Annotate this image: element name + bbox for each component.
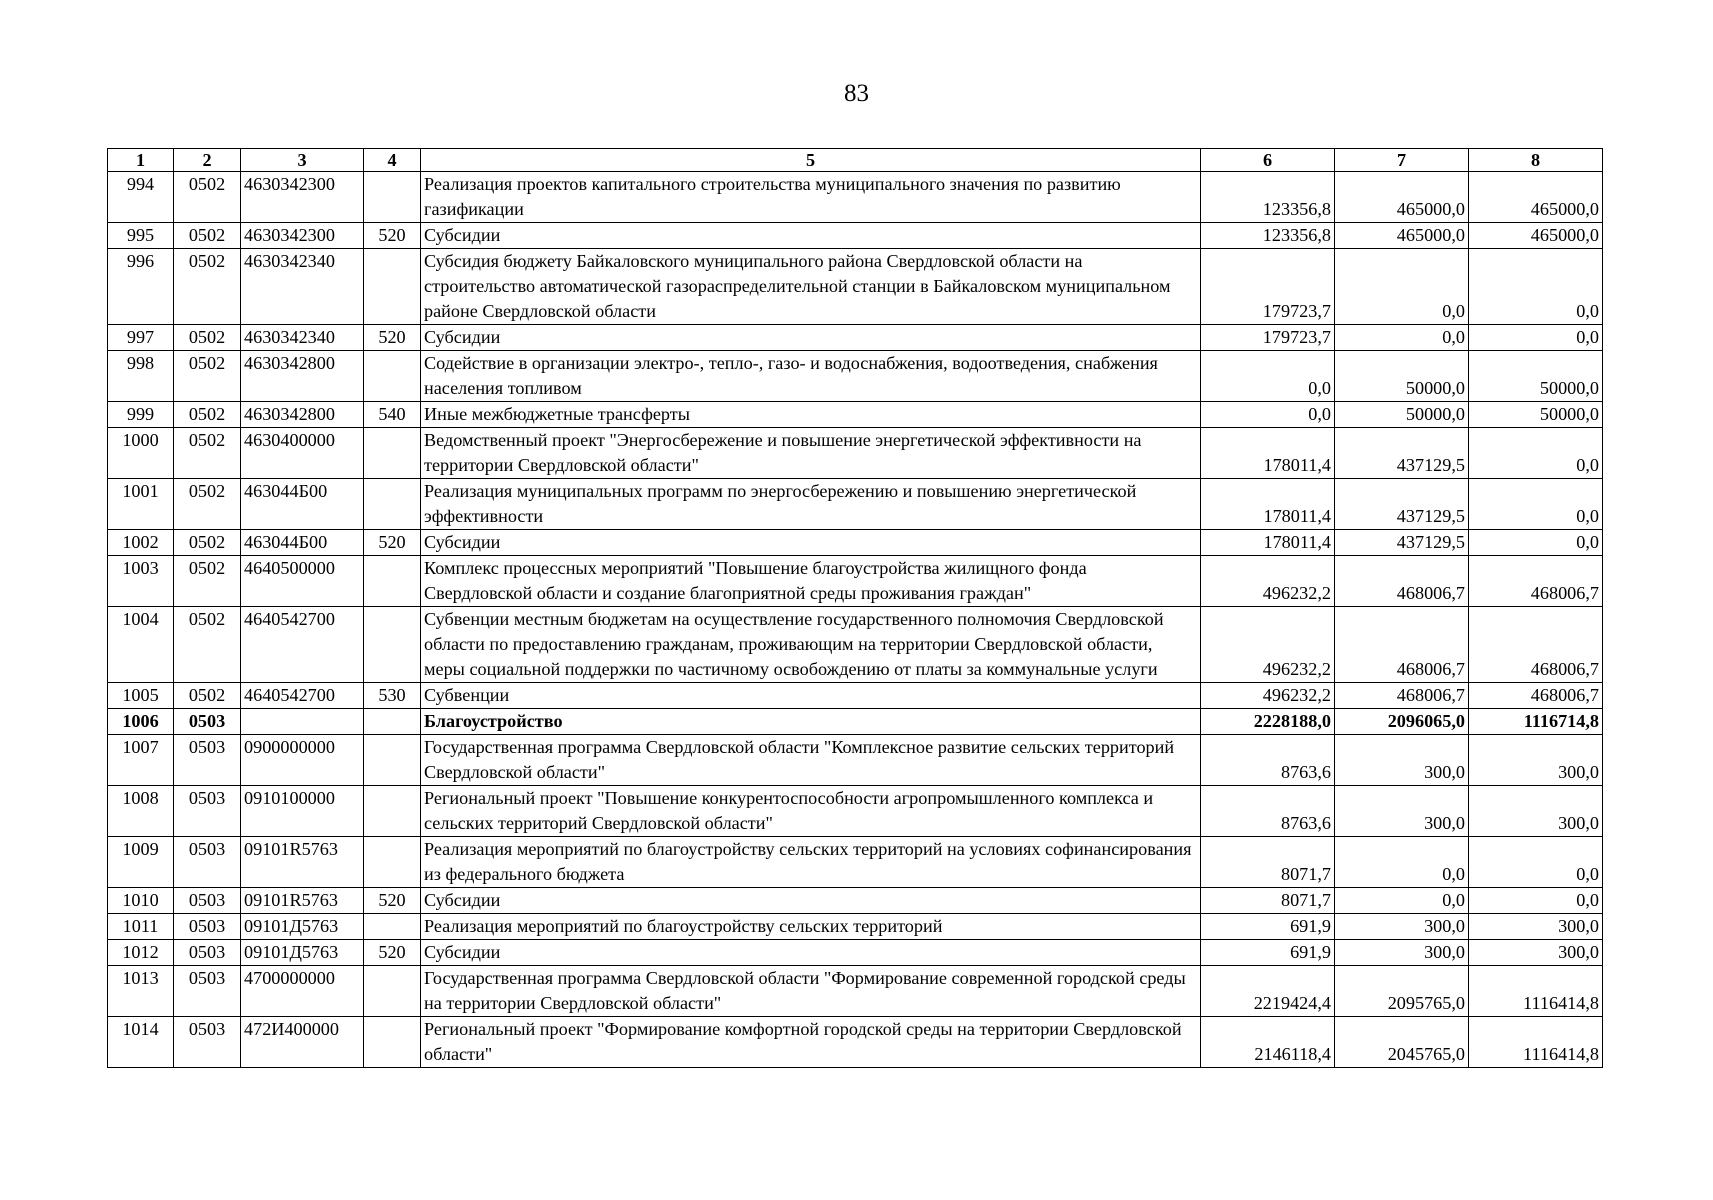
table-row [108, 325, 1603, 351]
section-code: 0502 [174, 402, 241, 428]
amount-col-7: 465000,0 [1335, 172, 1469, 223]
section-code: 0503 [174, 940, 241, 966]
amount-col-8: 465000,0 [1469, 223, 1603, 249]
amount-col-7: 437129,5 [1335, 479, 1469, 530]
amount-col-6: 691,9 [1201, 940, 1335, 966]
item-name: Реализация муниципальных программ по энергосбережению и повышению энергетической эффективности [421, 479, 1201, 530]
table-body [108, 172, 1603, 1068]
amount-col-8: 0,0 [1469, 888, 1603, 914]
expense-type-code [364, 607, 421, 683]
expense-type-code [364, 709, 421, 735]
section-code: 0503 [174, 888, 241, 914]
row-number: 1002 [108, 530, 174, 556]
item-name: Субсидии [421, 530, 1201, 556]
target-article-code: 463044Б00 [241, 479, 364, 530]
item-name: Региональный проект "Формирование комфортной городской среды на территории Свердловской области" [421, 1017, 1201, 1068]
section-code: 0502 [174, 172, 241, 223]
item-name: Субсидия бюджету Байкаловского муниципального района Свердловской области на строительство автоматической газораспределительной станции в Байкаловском муниципальном районе Свердловской области [421, 249, 1201, 325]
item-name: Ведомственный проект "Энергосбережение и повышение энергетической эффективности на территории Свердловской области" [421, 428, 1201, 479]
row-number: 1008 [108, 786, 174, 837]
table-row [108, 249, 1603, 325]
target-article-code: 4630342340 [241, 325, 364, 351]
target-article-code: 4640500000 [241, 556, 364, 607]
amount-col-7: 300,0 [1335, 940, 1469, 966]
section-code: 0502 [174, 249, 241, 325]
amount-col-8: 300,0 [1469, 940, 1603, 966]
table-row [108, 1017, 1603, 1068]
item-name: Субвенции [421, 683, 1201, 709]
expense-type-code: 530 [364, 683, 421, 709]
column-header-2: 2 [174, 149, 241, 172]
target-article-code [241, 709, 364, 735]
amount-col-7: 2095765,0 [1335, 966, 1469, 1017]
target-article-code: 0910100000 [241, 786, 364, 837]
section-code: 0502 [174, 607, 241, 683]
table-row [108, 786, 1603, 837]
target-article-code: 4630342800 [241, 351, 364, 402]
amount-col-8: 0,0 [1469, 479, 1603, 530]
target-article-code: 4630342340 [241, 249, 364, 325]
column-header-8: 8 [1469, 149, 1603, 172]
item-name: Комплекс процессных мероприятий "Повышение благоустройства жилищного фонда Свердловской области и создание благоприятной среды проживания граждан" [421, 556, 1201, 607]
amount-col-7: 50000,0 [1335, 351, 1469, 402]
amount-col-6: 178011,4 [1201, 428, 1335, 479]
target-article-code: 09101R5763 [241, 837, 364, 888]
section-code: 0503 [174, 966, 241, 1017]
amount-col-7: 468006,7 [1335, 607, 1469, 683]
row-number: 1005 [108, 683, 174, 709]
table-row [108, 683, 1603, 709]
amount-col-7: 437129,5 [1335, 530, 1469, 556]
table-row [108, 428, 1603, 479]
row-number: 999 [108, 402, 174, 428]
amount-col-6: 496232,2 [1201, 607, 1335, 683]
amount-col-8: 300,0 [1469, 914, 1603, 940]
item-name: Содействие в организации электро-, тепло-, газо- и водоснабжения, водоотведения, снабжения населения топливом [421, 351, 1201, 402]
expense-type-code [364, 556, 421, 607]
row-number: 994 [108, 172, 174, 223]
row-number: 998 [108, 351, 174, 402]
item-name: Благоустройство [421, 709, 1201, 735]
table-row [108, 709, 1603, 735]
item-name: Реализация мероприятий по благоустройству сельских территорий на условиях софинансирования из федерального бюджета [421, 837, 1201, 888]
row-number: 1000 [108, 428, 174, 479]
table-row [108, 351, 1603, 402]
row-number: 1004 [108, 607, 174, 683]
amount-col-8: 468006,7 [1469, 683, 1603, 709]
row-number: 1009 [108, 837, 174, 888]
table-row [108, 888, 1603, 914]
section-code: 0502 [174, 683, 241, 709]
amount-col-8: 50000,0 [1469, 351, 1603, 402]
column-header-5: 5 [421, 149, 1201, 172]
target-article-code: 4630342300 [241, 223, 364, 249]
table-row [108, 556, 1603, 607]
amount-col-6: 0,0 [1201, 351, 1335, 402]
amount-col-6: 179723,7 [1201, 325, 1335, 351]
target-article-code: 09101Д5763 [241, 940, 364, 966]
table-row [108, 837, 1603, 888]
section-code: 0503 [174, 786, 241, 837]
section-code: 0502 [174, 530, 241, 556]
item-name: Субсидии [421, 325, 1201, 351]
row-number: 1010 [108, 888, 174, 914]
row-number: 1006 [108, 709, 174, 735]
expense-type-code: 520 [364, 223, 421, 249]
target-article-code: 0900000000 [241, 735, 364, 786]
section-code: 0503 [174, 1017, 241, 1068]
amount-col-7: 2045765,0 [1335, 1017, 1469, 1068]
expense-type-code: 520 [364, 325, 421, 351]
section-code: 0502 [174, 479, 241, 530]
amount-col-6: 179723,7 [1201, 249, 1335, 325]
row-number: 1007 [108, 735, 174, 786]
table-row [108, 223, 1603, 249]
amount-col-6: 8071,7 [1201, 888, 1335, 914]
expense-type-code [364, 172, 421, 223]
amount-col-7: 0,0 [1335, 888, 1469, 914]
target-article-code: 4630342800 [241, 402, 364, 428]
section-code: 0502 [174, 351, 241, 402]
target-article-code: 463044Б00 [241, 530, 364, 556]
amount-col-8: 1116414,8 [1469, 966, 1603, 1017]
amount-col-7: 0,0 [1335, 837, 1469, 888]
amount-col-8: 1116714,8 [1469, 709, 1603, 735]
target-article-code: 4640542700 [241, 683, 364, 709]
expense-type-code [364, 428, 421, 479]
amount-col-7: 2096065,0 [1335, 709, 1469, 735]
table-row [108, 735, 1603, 786]
row-number: 1012 [108, 940, 174, 966]
amount-col-7: 300,0 [1335, 786, 1469, 837]
amount-col-7: 50000,0 [1335, 402, 1469, 428]
amount-col-8: 0,0 [1469, 249, 1603, 325]
target-article-code: 472И400000 [241, 1017, 364, 1068]
amount-col-6: 123356,8 [1201, 172, 1335, 223]
expense-type-code: 520 [364, 888, 421, 914]
amount-col-6: 178011,4 [1201, 479, 1335, 530]
expense-type-code [364, 1017, 421, 1068]
item-name: Субсидии [421, 223, 1201, 249]
row-number: 996 [108, 249, 174, 325]
row-number: 1001 [108, 479, 174, 530]
amount-col-6: 8071,7 [1201, 837, 1335, 888]
section-code: 0502 [174, 556, 241, 607]
table-row [108, 914, 1603, 940]
table-row [108, 607, 1603, 683]
expense-type-code [364, 735, 421, 786]
expense-type-code [364, 351, 421, 402]
header-row [108, 149, 1603, 172]
target-article-code: 4700000000 [241, 966, 364, 1017]
row-number: 997 [108, 325, 174, 351]
row-number: 1014 [108, 1017, 174, 1068]
expense-type-code: 540 [364, 402, 421, 428]
expense-type-code: 520 [364, 940, 421, 966]
table-row [108, 479, 1603, 530]
amount-col-8: 0,0 [1469, 325, 1603, 351]
amount-col-6: 178011,4 [1201, 530, 1335, 556]
amount-col-7: 300,0 [1335, 914, 1469, 940]
expense-type-code [364, 966, 421, 1017]
column-header-4: 4 [364, 149, 421, 172]
amount-col-6: 496232,2 [1201, 683, 1335, 709]
expense-type-code [364, 837, 421, 888]
table-row [108, 530, 1603, 556]
section-code: 0503 [174, 709, 241, 735]
target-article-code: 4630400000 [241, 428, 364, 479]
section-code: 0503 [174, 735, 241, 786]
section-code: 0502 [174, 325, 241, 351]
item-name: Субсидии [421, 940, 1201, 966]
item-name: Субвенции местным бюджетам на осуществление государственного полномочия Свердловской области по предоставлению гражданам, проживающим на территории Свердловской области, меры социальной поддержки по частичному освобождению от платы за коммунальные услуги [421, 607, 1201, 683]
amount-col-8: 300,0 [1469, 786, 1603, 837]
column-header-6: 6 [1201, 149, 1335, 172]
amount-col-6: 8763,6 [1201, 786, 1335, 837]
amount-col-8: 465000,0 [1469, 172, 1603, 223]
item-name: Государственная программа Свердловской области "Формирование современной городской среды на территории Свердловской области" [421, 966, 1201, 1017]
amount-col-7: 468006,7 [1335, 683, 1469, 709]
amount-col-7: 300,0 [1335, 735, 1469, 786]
amount-col-6: 0,0 [1201, 402, 1335, 428]
row-number: 1011 [108, 914, 174, 940]
amount-col-8: 468006,7 [1469, 556, 1603, 607]
item-name: Региональный проект "Повышение конкурентоспособности агропромышленного комплекса и сельских территорий Свердловской области" [421, 786, 1201, 837]
amount-col-8: 0,0 [1469, 837, 1603, 888]
item-name: Реализация мероприятий по благоустройству сельских территорий [421, 914, 1201, 940]
amount-col-8: 300,0 [1469, 735, 1603, 786]
table-row [108, 940, 1603, 966]
amount-col-8: 50000,0 [1469, 402, 1603, 428]
expense-type-code [364, 479, 421, 530]
expense-type-code [364, 249, 421, 325]
amount-col-7: 465000,0 [1335, 223, 1469, 249]
budget-table [107, 148, 1603, 1068]
target-article-code: 4640542700 [241, 607, 364, 683]
row-number: 995 [108, 223, 174, 249]
section-code: 0503 [174, 837, 241, 888]
section-code: 0503 [174, 914, 241, 940]
column-header-7: 7 [1335, 149, 1469, 172]
amount-col-7: 0,0 [1335, 249, 1469, 325]
amount-col-8: 468006,7 [1469, 607, 1603, 683]
item-name: Иные межбюджетные трансферты [421, 402, 1201, 428]
target-article-code: 09101Д5763 [241, 914, 364, 940]
section-code: 0502 [174, 428, 241, 479]
amount-col-7: 468006,7 [1335, 556, 1469, 607]
amount-col-6: 496232,2 [1201, 556, 1335, 607]
column-header-1: 1 [108, 149, 174, 172]
amount-col-6: 2146118,4 [1201, 1017, 1335, 1068]
expense-type-code [364, 786, 421, 837]
item-name: Субсидии [421, 888, 1201, 914]
row-number: 1013 [108, 966, 174, 1017]
section-code: 0502 [174, 223, 241, 249]
amount-col-6: 691,9 [1201, 914, 1335, 940]
table-row [108, 966, 1603, 1017]
item-name: Государственная программа Свердловской области "Комплексное развитие сельских территорий Свердловской области" [421, 735, 1201, 786]
column-header-3: 3 [241, 149, 364, 172]
amount-col-8: 0,0 [1469, 530, 1603, 556]
table-row [108, 402, 1603, 428]
amount-col-6: 8763,6 [1201, 735, 1335, 786]
amount-col-8: 0,0 [1469, 428, 1603, 479]
expense-type-code: 520 [364, 530, 421, 556]
amount-col-7: 0,0 [1335, 325, 1469, 351]
amount-col-6: 123356,8 [1201, 223, 1335, 249]
amount-col-6: 2228188,0 [1201, 709, 1335, 735]
amount-col-6: 2219424,4 [1201, 966, 1335, 1017]
amount-col-7: 437129,5 [1335, 428, 1469, 479]
expense-type-code [364, 914, 421, 940]
row-number: 1003 [108, 556, 174, 607]
target-article-code: 4630342300 [241, 172, 364, 223]
target-article-code: 09101R5763 [241, 888, 364, 914]
item-name: Реализация проектов капитального строительства муниципального значения по развитию газификации [421, 172, 1201, 223]
page-number: 83 [844, 80, 869, 107]
table-row [108, 172, 1603, 223]
amount-col-8: 1116414,8 [1469, 1017, 1603, 1068]
